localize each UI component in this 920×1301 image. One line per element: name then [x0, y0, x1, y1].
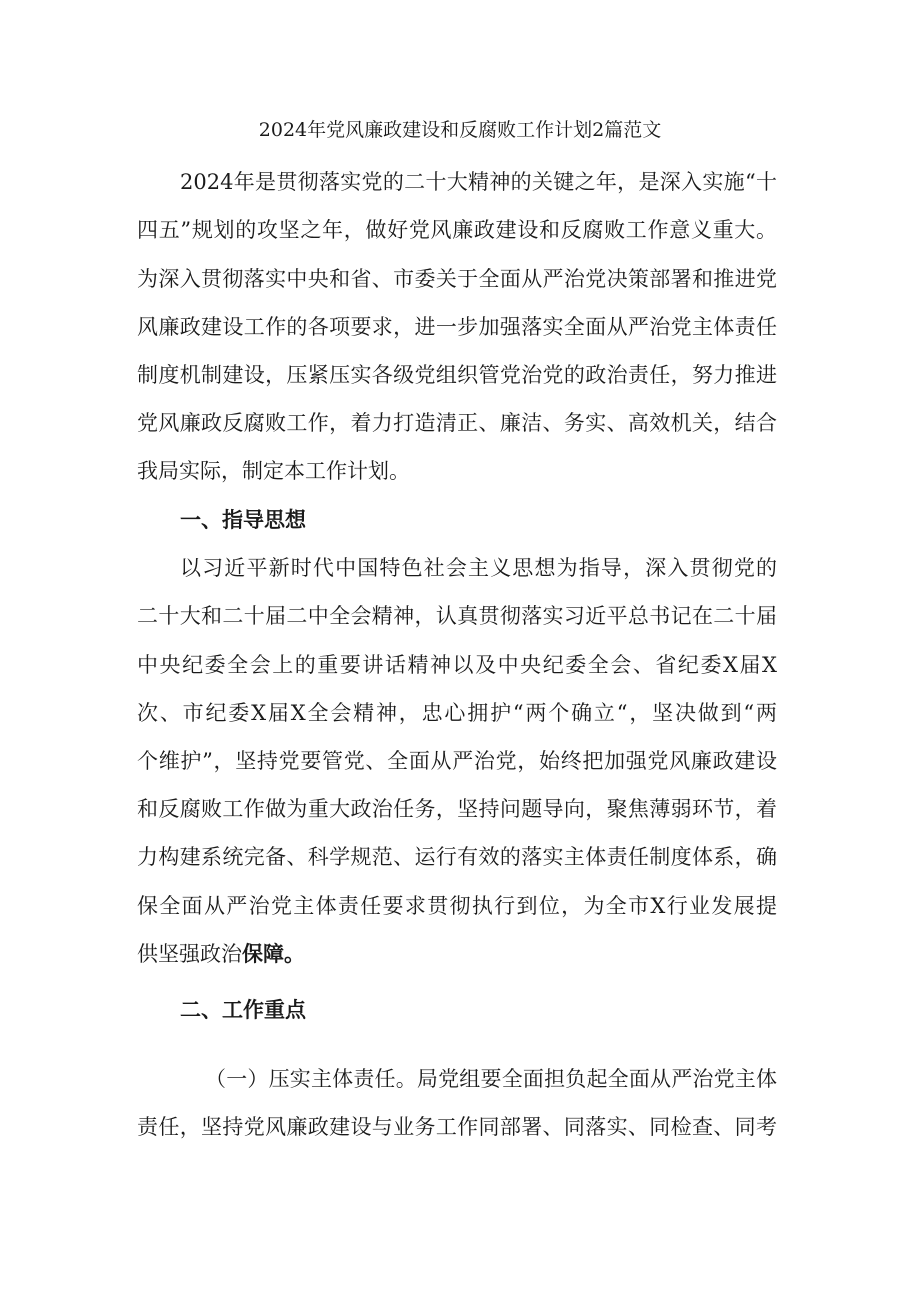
intro-line-2: 四五”规划的攻坚之年，做好党风廉政建设和反腐败工作意义重大。 — [137, 218, 777, 242]
intro-line-4: 风廉政建设工作的各项要求，进一步加强落实全面从严治党主体责任 — [137, 315, 777, 339]
intro-line-3: 为深入贯彻落实中央和省、市委关于全面从严治党决策部署和推进党 — [137, 267, 777, 291]
section1-line-7: 力构建系统完备、科学规范、运行有效的落实主体责任制度体系，确 — [137, 845, 777, 869]
section2-line-1: （一）压实主体责任。局党组要全面担负起全面从严治党主体 — [205, 1067, 777, 1091]
intro-line-7: 我局实际，制定本工作计划。 — [137, 459, 410, 483]
section1-line-9 — [137, 939, 777, 969]
intro-line-5: 制度机制建设，压紧压实各级党组织管党治党的政治责任，努力推进 — [137, 363, 777, 387]
intro-line-6: 党风廉政反腐败工作，着力打造清正、廉洁、务实、高效机关，结合 — [137, 411, 777, 435]
section1-line-3: 中央纪委全会上的重要讲话精神以及中央纪委全会、省纪委X届X — [137, 653, 777, 677]
section1-line-2: 二十大和二十届二中全会精神，认真贯彻落实习近平总书记在二十届 — [137, 604, 777, 628]
section1-line-5: 个维护”，坚持党要管党、全面从严治党，始终把加强党风廉政建设 — [137, 749, 777, 773]
section1-line-9-bold-text: 保障。 — [242, 941, 305, 966]
section2-line-2: 责任，坚持党风廉政建设与业务工作同部署、同落实、同检查、同考 — [137, 1115, 777, 1139]
section2-heading: 二、工作重点 — [180, 997, 306, 1022]
section1-line-9-text: 供坚强政治 — [137, 942, 242, 966]
section1-line-6: 和反腐败工作做为重大政治任务，坚持问题导向，聚焦薄弱环节，着 — [137, 797, 777, 821]
intro-line-1: 2024年是贯彻落实党的二十大精神的关键之年，是深入实施“十 — [180, 170, 777, 194]
section1-line-8: 保全面从严治党主体责任要求贯彻执行到位，为全市X行业发展提 — [137, 894, 777, 918]
section1-line-4: 次、市纪委X届X全会精神，忠心拥护“两个确立“，坚决做到“两 — [137, 701, 777, 725]
section1-heading: 一、指导思想 — [180, 507, 306, 532]
document-title: 2024年党风廉政建设和反腐败工作计划2篇范文 — [258, 119, 662, 141]
section1-line-1: 以习近平新时代中国特色社会主义思想为指导，深入贯彻党的 — [180, 556, 777, 580]
